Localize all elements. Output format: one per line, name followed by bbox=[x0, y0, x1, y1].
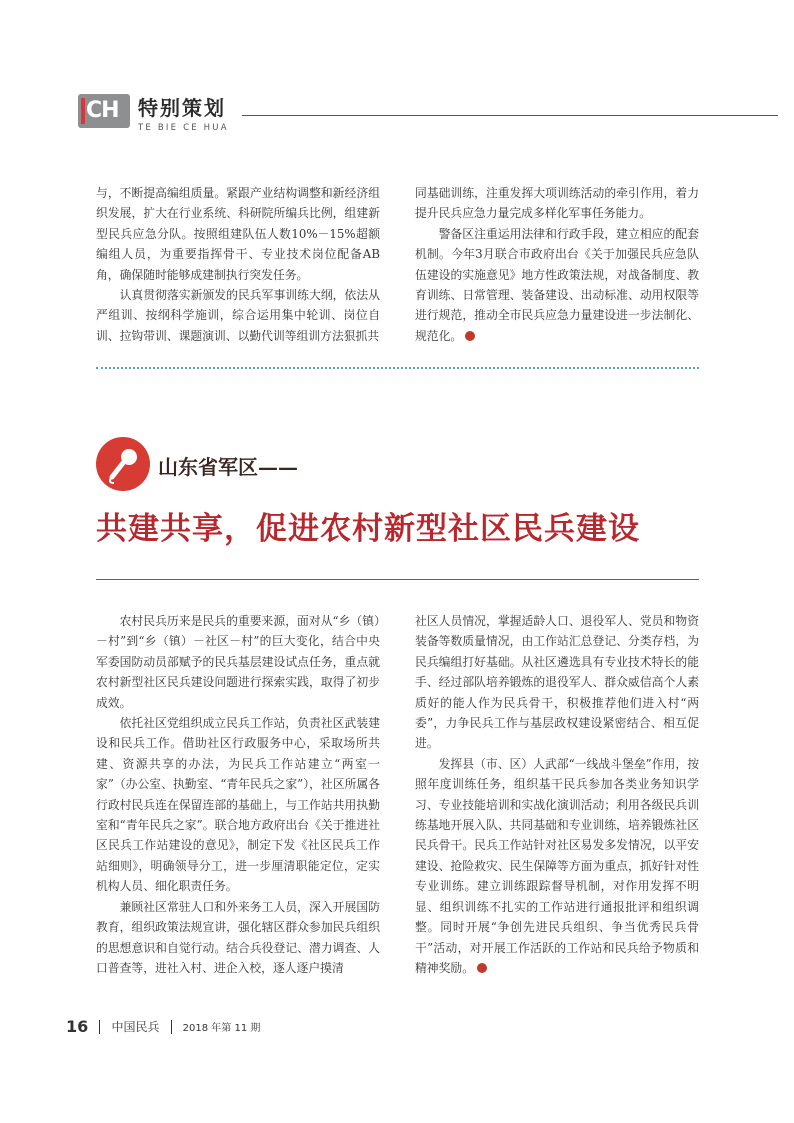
region-title: 山东省军区—— bbox=[158, 455, 298, 479]
logo-accent-bar bbox=[81, 98, 85, 124]
paragraph bbox=[415, 754, 699, 978]
logo-text: CH bbox=[86, 98, 119, 123]
top-right-column bbox=[415, 183, 699, 346]
paragraph bbox=[415, 224, 699, 346]
bottom-left-column bbox=[96, 611, 380, 978]
paragraph: 农村民兵历来是民兵的重要来源，面对从“乡（镇）－村”到“乡（镇）－社区－村”的巨大变化，结合中央军委国防动员部赋予的民兵基层建设试点任务，重点就农村新型社区民兵建设问题进行探索实践，取得了初步成效。 bbox=[96, 614, 380, 710]
microphone-icon bbox=[96, 437, 150, 491]
magazine-name: 中国民兵 bbox=[111, 1020, 160, 1034]
section-title: 特别策划 bbox=[138, 96, 226, 120]
paragraph bbox=[415, 183, 699, 224]
paragraph: 兼顾社区常驻人口和外来务工人员，深入开展国防教育，组织政策法规宣讲，强化辖区群众参加民兵组织的思想意识和自觉行动。结合兵役登记、潜力调查、人口普查等，进社入村、进企入校，逐人逐户摸清 bbox=[96, 899, 380, 975]
section-logo bbox=[78, 94, 130, 128]
page-number: 16 bbox=[66, 1017, 89, 1036]
footer-separator bbox=[99, 1020, 100, 1034]
paragraph: 依托社区党组织成立民兵工作站，负责社区武装建设和民兵工作。借助社区行政服务中心，采取场所共建、资源共享的办法，为民兵工作站建立“两室一家”（办公室、执勤室、“青年民兵之家”），社区所属各行政村民兵连在保留连部的基础上，与工作站共用执勤室和“青年民兵之家”。联合地方政府出台《关于推进社区民兵工作站建设的意见》，制定下发《社区民兵工作站细则》，明确领导分工，进一步厘清职能定位，定实机构人员、细化职责任务。 bbox=[96, 716, 380, 894]
end-mark-icon bbox=[477, 963, 487, 973]
page-footer bbox=[66, 1016, 260, 1036]
article-title: 共建共享，促进农村新型社区民兵建设 bbox=[96, 511, 640, 547]
footer-separator bbox=[171, 1020, 172, 1034]
end-mark-icon bbox=[465, 331, 475, 341]
header-rule bbox=[242, 115, 778, 116]
bottom-right-column bbox=[415, 611, 699, 978]
paragraph-text: 同基础训练，注重发挥大项训练活动的牵引作用，着力提升民兵应急力量完成多样化军事任务能力。 bbox=[415, 186, 699, 221]
paragraph-text: 发挥县（市、区）人武部“一线战斗堡垒”作用，按照年度训练任务，组织基干民兵参加各类业务知识学习、专业技能培训和实战化演训活动；利用各级民兵训练基地开展入队、共同基础和专业训练，培养锻炼社区民兵骨干。民兵工作站针对社区易发多发情况，以平安建设、抢险救灾、民生保障等方面为重点，抓好针对性专业训练。建立训练跟踪督导机制，对作用发挥不明显、组织训练不扎实的工作站进行通报批评和组织调整。同时开展“争创先进民兵组织、争当优秀民兵骨干”活动，对开展工作活跃的工作站和民兵给予物质和精神奖励。 bbox=[415, 756, 699, 975]
title-rule bbox=[96, 579, 699, 580]
paragraph: 社区人员情况，掌握适龄人口、退役军人、党员和物资装备等数质量情况，由工作站汇总登记、分类存档，为民兵编组打好基础。从社区遴选具有专业技术特长的能手、经过部队培养锻炼的退役军人、群众威信高个人素质好的能人作为民兵骨干，积极推荐他们进入村“两委”，力争民兵工作与基层政权建设紧密结合、相互促进。 bbox=[415, 614, 699, 751]
issue-label: 2018 年第 11 期 bbox=[182, 1023, 261, 1034]
paragraph-text: 警备区注重运用法律和行政手段，建立相应的配套机制。今年3月联合市政府出台《关于加强民兵应急队伍建设的实施意见》地方性政策法规，对战备制度、教育训练、日常管理、装备建设、出动标准、动用权限等进行规范，推动全市民兵应急力量建设进一步法制化、规范化。 bbox=[415, 226, 699, 343]
paragraph: 认真贯彻落实新颁发的民兵军事训练大纲，依法从严组训、按纲科学施训，综合运用集中轮训、岗位自训、拉钩带训、课题演训、以勤代训等组训方法狠抓共 bbox=[96, 288, 380, 343]
section-pinyin: TE BIE CE HUA bbox=[138, 123, 229, 133]
top-left-column bbox=[96, 183, 380, 346]
paragraph: 与，不断提高编组质量。紧跟产业结构调整和新经济组织发展，扩大在行业系统、科研院所编兵比例，组建新型民兵应急分队。按照组建队伍人数10%－15%超额编组人员，为重要指挥骨干、专业技术岗位配备AB角，确保随时能够成建制执行突发任务。 bbox=[96, 186, 380, 282]
dotted-divider bbox=[96, 367, 699, 369]
